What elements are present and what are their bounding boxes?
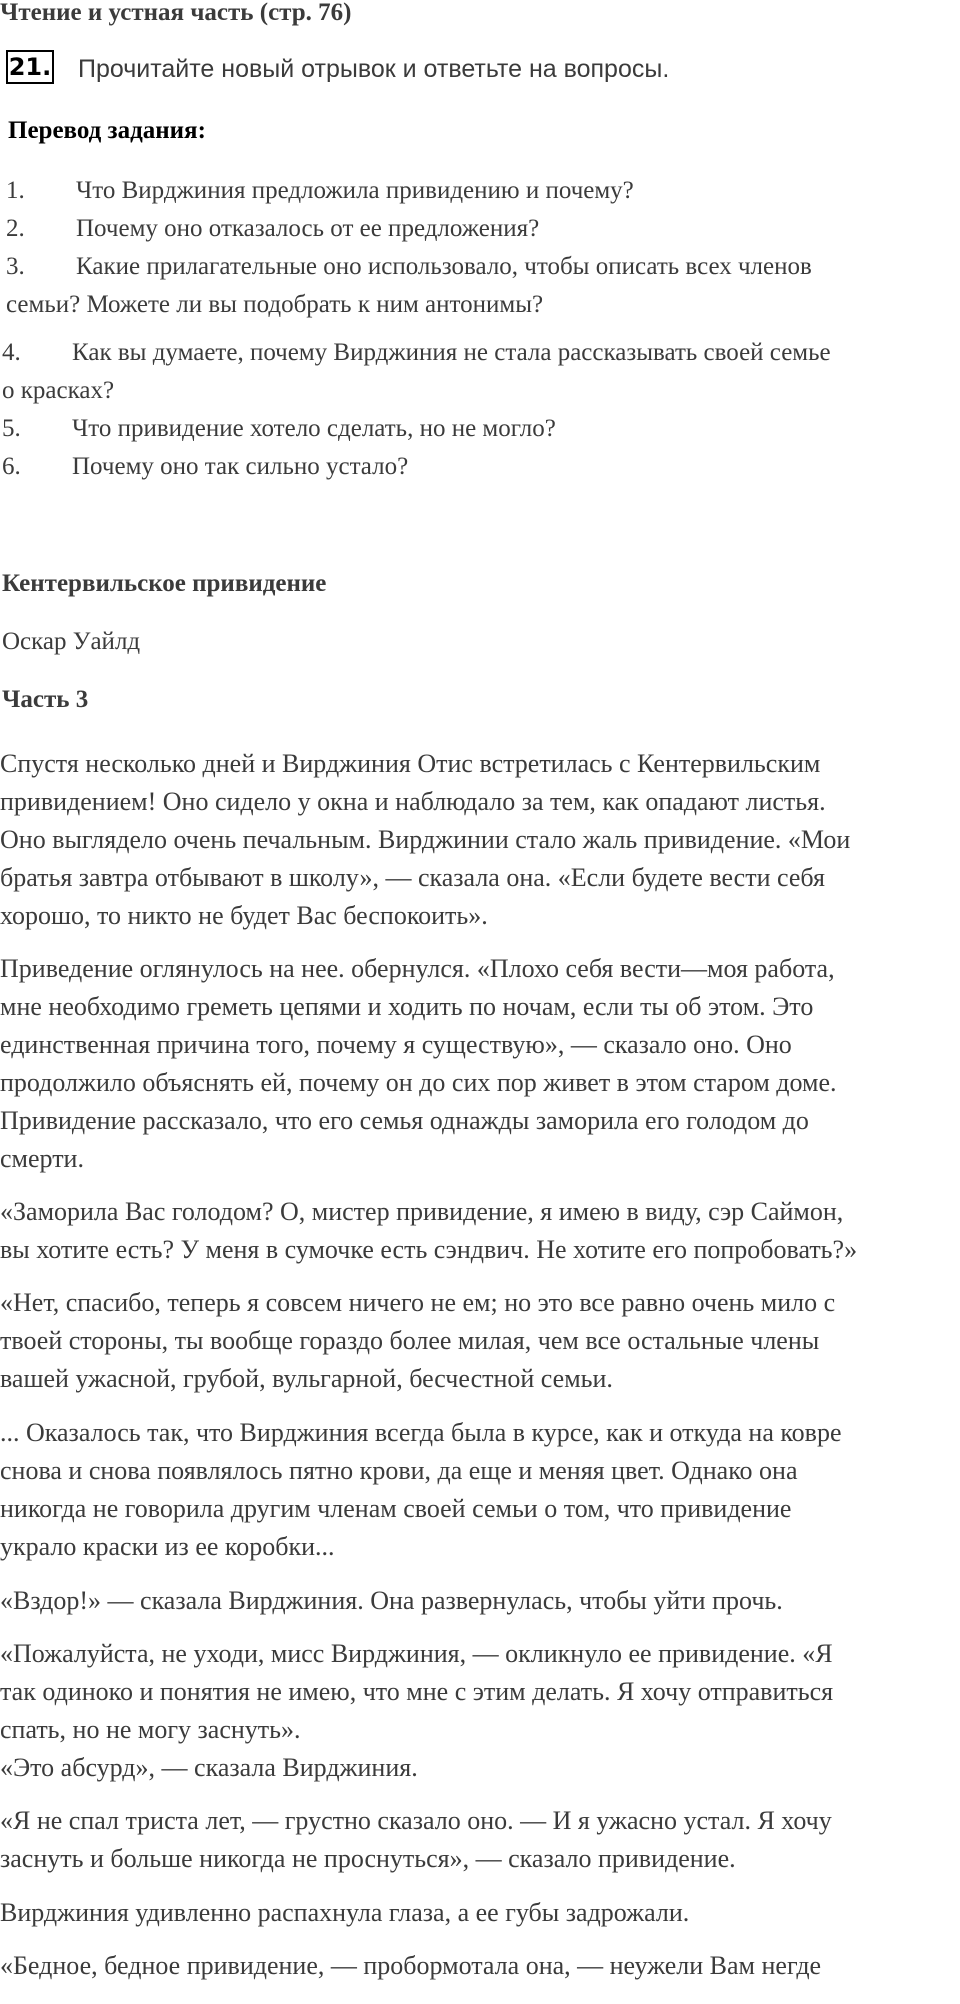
paragraph-7-line-1: «Пожалуйста, не уходи, мисс Вирджиния, — окликнуло ее привидение. «Я: [0, 1639, 833, 1668]
exercise-number-box: 21.: [6, 50, 54, 84]
paragraph-8-line-2: заснуть и больше никогда не проснуться», — сказало привидение.: [0, 1844, 736, 1873]
question-4-continuation: о красках?: [2, 377, 115, 404]
paragraph-2-line-2: мне необходимо греметь цепями и ходить по ночам, если ты об этом. Это: [0, 992, 814, 1021]
paragraph-1-line-4: братья завтра отбывают в школу», — сказала она. «Если будете вести себя: [0, 863, 825, 892]
paragraph-4-line-1: «Нет, спасибо, теперь я совсем ничего не ем; но это все равно очень мило с: [0, 1288, 836, 1317]
paragraph-2-line-4: продолжило объяснять ей, почему он до сих пор живет в этом старом доме.: [0, 1068, 837, 1097]
paragraph-3-line-2: вы хотите есть? У меня в сумочке есть сэндвич. Не хотите его попробовать?»: [0, 1235, 858, 1264]
paragraph-1-line-2: привидением! Оно сидело у окна и наблюдало за тем, как опадают листья.: [0, 787, 826, 816]
question-number: 2.: [6, 215, 25, 242]
paragraph-1-line-5: хорошо, то никто не будет Вас беспокоить».: [0, 901, 488, 930]
paragraph-1-line-3: Оно выглядело очень печальным. Вирджинии стало жаль привидение. «Мои: [0, 825, 851, 854]
paragraph-1-line-1: Спустя несколько дней и Вирджиния Отис встретилась с Кентервильским: [0, 749, 821, 778]
paragraph-4-line-3: вашей ужасной, грубой, вульгарной, бесчестной семьи.: [0, 1364, 613, 1393]
question-number: 1.: [6, 177, 25, 204]
paragraph-7-line-3: спать, но не могу заснуть».: [0, 1715, 301, 1744]
paragraph-5-line-1: ... Оказалось так, что Вирджиния всегда была в курсе, как и откуда на ковре: [0, 1418, 842, 1447]
story-author: Оскар Уайлд: [2, 628, 141, 655]
paragraph-2-line-6: смерти.: [0, 1144, 84, 1173]
paragraph-7-line-2: так одиноко и понятия не имею, что мне с этим делать. Я хочу отправиться: [0, 1677, 834, 1706]
question-3-continuation: семьи? Можете ли вы подобрать к ним антонимы?: [6, 291, 544, 318]
paragraph-2-line-5: Привидение рассказало, что его семья однажды заморила его голодом до: [0, 1106, 809, 1135]
question-number: 3.: [6, 253, 25, 280]
paragraph-9-line-1: Вирджиния удивленно распахнула глаза, а ее губы задрожали.: [0, 1898, 690, 1927]
question-number: 6.: [2, 453, 21, 480]
paragraph-5-line-2: снова и снова появлялось пятно крови, да еще и меняя цвет. Однако она: [0, 1456, 798, 1485]
question-text: Какие прилагательные оно использовало, чтобы описать всех членов: [76, 253, 812, 280]
question-number: 5.: [2, 415, 21, 442]
story-title: Кентервильское привидение: [2, 570, 327, 597]
paragraph-6-line-1: «Вздор!» — сказала Вирджиния. Она развернулась, чтобы уйти прочь.: [0, 1586, 783, 1615]
question-text: Как вы думаете, почему Вирджиния не стала рассказывать своей семье: [72, 339, 831, 366]
paragraph-2-line-3: единственная причина того, почему я существую», — сказало оно. Оно: [0, 1030, 792, 1059]
paragraph-2-line-1: Приведение оглянулось на нее. обернулся. «Плохо себя вести—моя работа,: [0, 954, 835, 983]
section-title: Чтение и устная часть (стр. 76): [0, 0, 352, 26]
story-part: Часть 3: [2, 686, 89, 713]
paragraph-7-line-4: «Это абсурд», — сказала Вирджиния.: [0, 1753, 418, 1782]
question-number: 4.: [2, 339, 21, 366]
paragraph-5-line-3: никогда не говорила другим членам своей семьи о том, что привидение: [0, 1494, 792, 1523]
paragraph-3-line-1: «Заморила Вас голодом? О, мистер привидение, я имею в виду, сэр Саймон,: [0, 1197, 844, 1226]
paragraph-8-line-1: «Я не спал триста лет, — грустно сказало оно. — И я ужасно устал. Я хочу: [0, 1806, 832, 1835]
paragraph-4-line-2: твоей стороны, ты вообще гораздо более милая, чем все остальные члены: [0, 1326, 820, 1355]
paragraph-10-line-1: «Бедное, бедное привидение, — пробормотала она, — неужели Вам негде: [0, 1951, 822, 1980]
question-text: Что Вирджиния предложила привидению и почему?: [76, 177, 634, 204]
translation-heading: Перевод задания:: [8, 117, 206, 144]
question-text: Почему оно отказалось от ее предложения?: [76, 215, 540, 242]
exercise-instruction: Прочитайте новый отрывок и ответьте на вопросы.: [78, 55, 670, 83]
paragraph-5-line-4: украло краски из ее коробки...: [0, 1532, 335, 1561]
question-text: Что привидение хотело сделать, но не могло?: [72, 415, 556, 442]
question-text: Почему оно так сильно устало?: [72, 453, 409, 480]
